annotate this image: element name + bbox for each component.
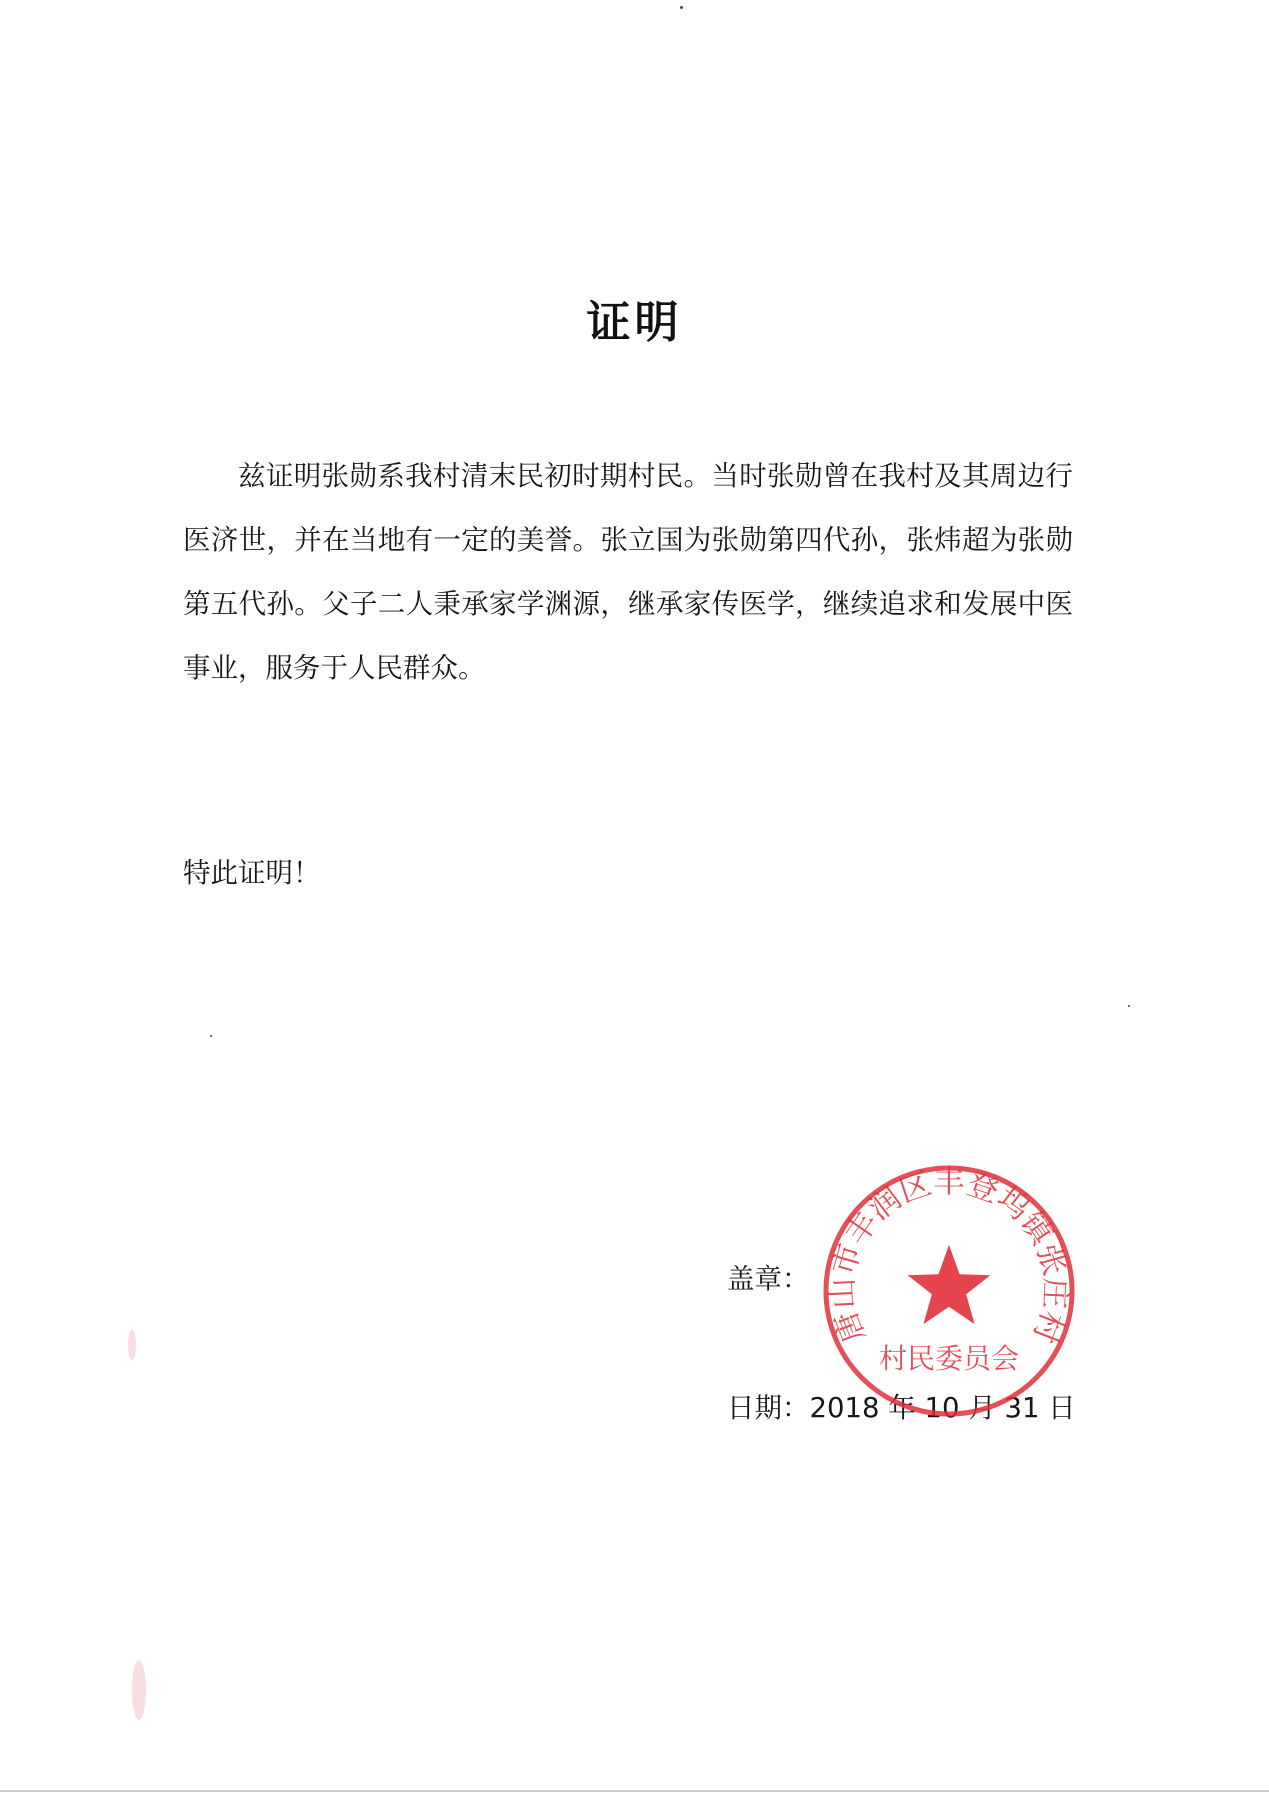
document-title: 证明 bbox=[586, 297, 683, 348]
closing-statement: 特此证明！ bbox=[183, 857, 321, 889]
star-icon bbox=[908, 1245, 991, 1324]
scan-edge bbox=[0, 1790, 1269, 1792]
seal-outer-text: 唐山市丰润区丰登坞镇张庄村 bbox=[824, 1164, 1074, 1348]
date-label: 日期： bbox=[727, 1392, 810, 1424]
seal-label: 盖章： bbox=[727, 1263, 810, 1295]
scan-smudge bbox=[128, 1330, 136, 1360]
date-value: 2018 年 10 月 31 日 bbox=[809, 1392, 1076, 1424]
official-seal bbox=[820, 1162, 1078, 1420]
certificate-body: 兹证明张勋系我村清末民初时期村民。当时张勋曾在我村及其周边行医济世，并在当地有一定的美誉。张立国为张勋第四代孙，张炜超为张勋第五代孙。父子二人秉承家学渊源，继承家传医学，继续追求和发展中医事业，服务于人民群众。 bbox=[183, 460, 1073, 684]
scan-speck bbox=[1128, 1005, 1130, 1007]
scan-smudge bbox=[132, 1660, 146, 1720]
seal-inner-text: 村民委员会 bbox=[878, 1342, 1020, 1375]
scan-speck bbox=[680, 6, 683, 9]
seal-graphic bbox=[820, 1162, 1078, 1420]
scan-speck bbox=[210, 1035, 212, 1037]
